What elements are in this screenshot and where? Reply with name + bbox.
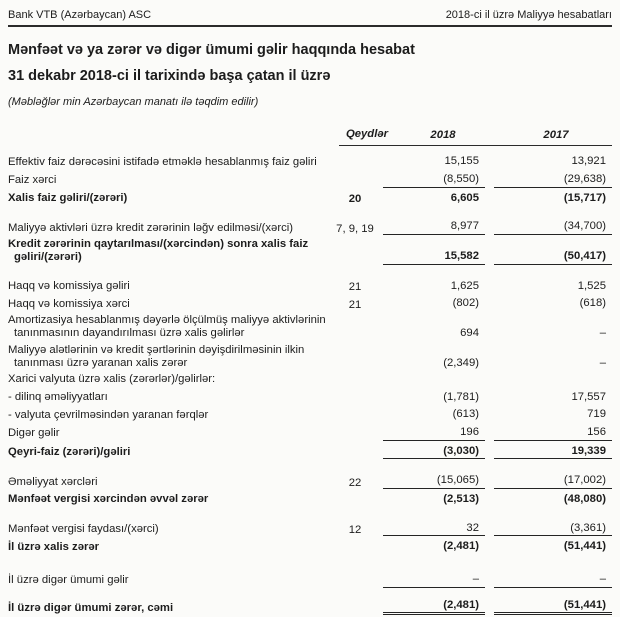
value-2018: 32 — [383, 521, 485, 537]
value-2017: (34,700) — [494, 219, 612, 235]
value-2018: (613) — [452, 408, 479, 421]
value-2018: (3,030) — [383, 444, 485, 460]
row-label: - dilinq əməliyyatları — [8, 390, 108, 403]
table-row-subtotal — [8, 538, 612, 556]
row-label: Effektiv faiz dərəcəsini istifadə etməklə hesablanmış faiz gəliri — [8, 155, 317, 168]
row-label: Mənfəət vergisi xərcindən əvvəl zərər — [8, 493, 209, 506]
value-2017: (51,441) — [563, 540, 606, 553]
section-spacer — [8, 461, 612, 472]
row-label: Amortizasiya hesablanmış dəyərlə ölçülmüş maliyyə aktivlərinin tanınmasının dayandırılması üzrə xalis gəlirlər — [8, 313, 326, 340]
value-2017: 1,525 — [577, 279, 606, 292]
income-statement-table — [8, 128, 612, 617]
section-spacer — [8, 555, 612, 570]
section-spacer — [8, 207, 612, 218]
row-label: Xarici valyuta üzrə xalis (zərərlər)/gəlirlər: — [8, 373, 216, 386]
value-2017: 156 — [494, 425, 612, 441]
value-2017: – — [599, 326, 606, 339]
column-header-notes: Qeydlər — [345, 128, 389, 140]
value-2017: (29,638) — [494, 172, 612, 188]
value-2018: 8,977 — [383, 219, 485, 235]
row-label: İl üzrə digər ümumi zərər, cəmi — [8, 601, 174, 614]
row-label: Qeyri-faiz (zərəri)/gəliri — [8, 445, 131, 458]
table-row — [8, 295, 612, 313]
column-headers — [339, 128, 612, 146]
note-ref: 21 — [348, 298, 362, 311]
row-label: İl üzrə xalis zərər — [8, 540, 100, 553]
value-2018: 15,582 — [383, 249, 485, 265]
value-2018: (2,481) — [443, 540, 479, 553]
header-divider — [8, 25, 612, 27]
table-row — [8, 372, 612, 388]
row-label: Əməliyyat xərcləri — [8, 475, 98, 488]
value-2017: 13,921 — [571, 155, 606, 168]
document-running-header — [8, 7, 612, 25]
value-2017: – — [599, 356, 606, 369]
value-2018: (2,513) — [443, 492, 479, 505]
note-ref: 22 — [348, 476, 362, 489]
report-period: 31 dekabr 2018-ci il tarixində başa çatan il üzrə — [8, 68, 331, 84]
table-row — [8, 218, 612, 237]
table-header-row — [8, 128, 612, 146]
row-label: Haqq və komissiya gəliri — [8, 279, 130, 292]
column-header-2017: 2017 — [543, 129, 569, 141]
value-2018: (2,481) — [383, 598, 485, 616]
table-row — [8, 342, 612, 372]
value-2017: 19,339 — [494, 444, 612, 460]
row-label: Kredit zərərinin qaytarılması/(xərcindən) sonra xalis faiz gəliri/(zərəri) — [8, 237, 309, 264]
table-row — [8, 153, 612, 171]
value-2017: (50,417) — [494, 249, 612, 265]
table-row — [8, 423, 612, 442]
table-row — [8, 277, 612, 295]
value-2018: 1,625 — [450, 279, 479, 292]
value-2017: – — [494, 572, 612, 588]
currency-note: (Məbləğlər min Azərbaycan manatı ilə təqdim edilir) — [8, 96, 259, 108]
value-2017: (618) — [579, 297, 606, 310]
table-row — [8, 519, 612, 538]
report-reference: 2018-ci il üzrə Maliyyə hesabatları — [445, 9, 612, 21]
table-row — [8, 312, 612, 342]
table-row — [8, 570, 612, 589]
value-2017: (51,441) — [494, 598, 612, 616]
table-row — [8, 170, 612, 189]
note-ref: 20 — [348, 193, 362, 206]
value-2018: 196 — [383, 425, 485, 441]
value-2018: – — [383, 572, 485, 588]
value-2017: (3,361) — [494, 521, 612, 537]
company-name: Bank VTB (Azərbaycan) ASC — [8, 9, 152, 21]
value-2017: 17,557 — [571, 390, 606, 403]
table-row-subtotal — [8, 442, 612, 461]
table-row — [8, 406, 612, 424]
section-spacer — [8, 146, 612, 153]
value-2017: (48,080) — [563, 492, 606, 505]
value-2018: 6,605 — [450, 191, 479, 204]
row-label: Maliyyə alətlərinin və kredit şərtlərinin dəyişdirilməsinin ilkin tanınması üzrə yaranan xalis zərər — [8, 343, 305, 369]
table-row-total — [8, 596, 612, 617]
note-ref: 7, 9, 19 — [336, 222, 374, 235]
row-label: Maliyyə aktivləri üzrə kredit zərərinin ləğv edilməsi/(xərci) — [8, 221, 294, 234]
value-2018: (15,065) — [383, 473, 485, 489]
value-2017: (17,002) — [494, 473, 612, 489]
report-title: Mənfəət və ya zərər və digər ümumi gəlir haqqında hesabat — [8, 42, 415, 58]
section-spacer — [8, 508, 612, 519]
value-2018: 15,155 — [444, 155, 479, 168]
row-label: Haqq və komissiya xərci — [8, 297, 130, 310]
value-2018: (802) — [452, 297, 479, 310]
value-2018: 694 — [460, 326, 479, 339]
table-row-subtotal — [8, 490, 612, 508]
row-label: Digər gəlir — [8, 427, 60, 440]
section-spacer — [8, 589, 612, 596]
row-label: Faiz xərci — [8, 174, 57, 187]
table-row-subtotal — [8, 189, 612, 207]
row-label: Xalis faiz gəliri/(zərəri) — [8, 191, 128, 204]
value-2018: (8,550) — [383, 172, 485, 188]
value-2018: (2,349) — [443, 356, 479, 369]
row-label: İl üzrə digər ümumi gəlir — [8, 574, 129, 587]
value-2017: 719 — [587, 408, 606, 421]
table-row-subtotal — [8, 236, 612, 266]
section-spacer — [8, 266, 612, 277]
value-2018: (1,781) — [443, 390, 479, 403]
column-header-2018: 2018 — [430, 129, 456, 141]
row-label: Mənfəət vergisi faydası/(xərci) — [8, 522, 159, 535]
value-2017: (15,717) — [563, 191, 606, 204]
note-ref: 21 — [348, 281, 362, 294]
table-row — [8, 472, 612, 491]
row-label: - valyuta çevrilməsindən yaranan fərqlər — [8, 408, 209, 421]
table-row — [8, 388, 612, 406]
note-ref: 12 — [348, 524, 362, 537]
